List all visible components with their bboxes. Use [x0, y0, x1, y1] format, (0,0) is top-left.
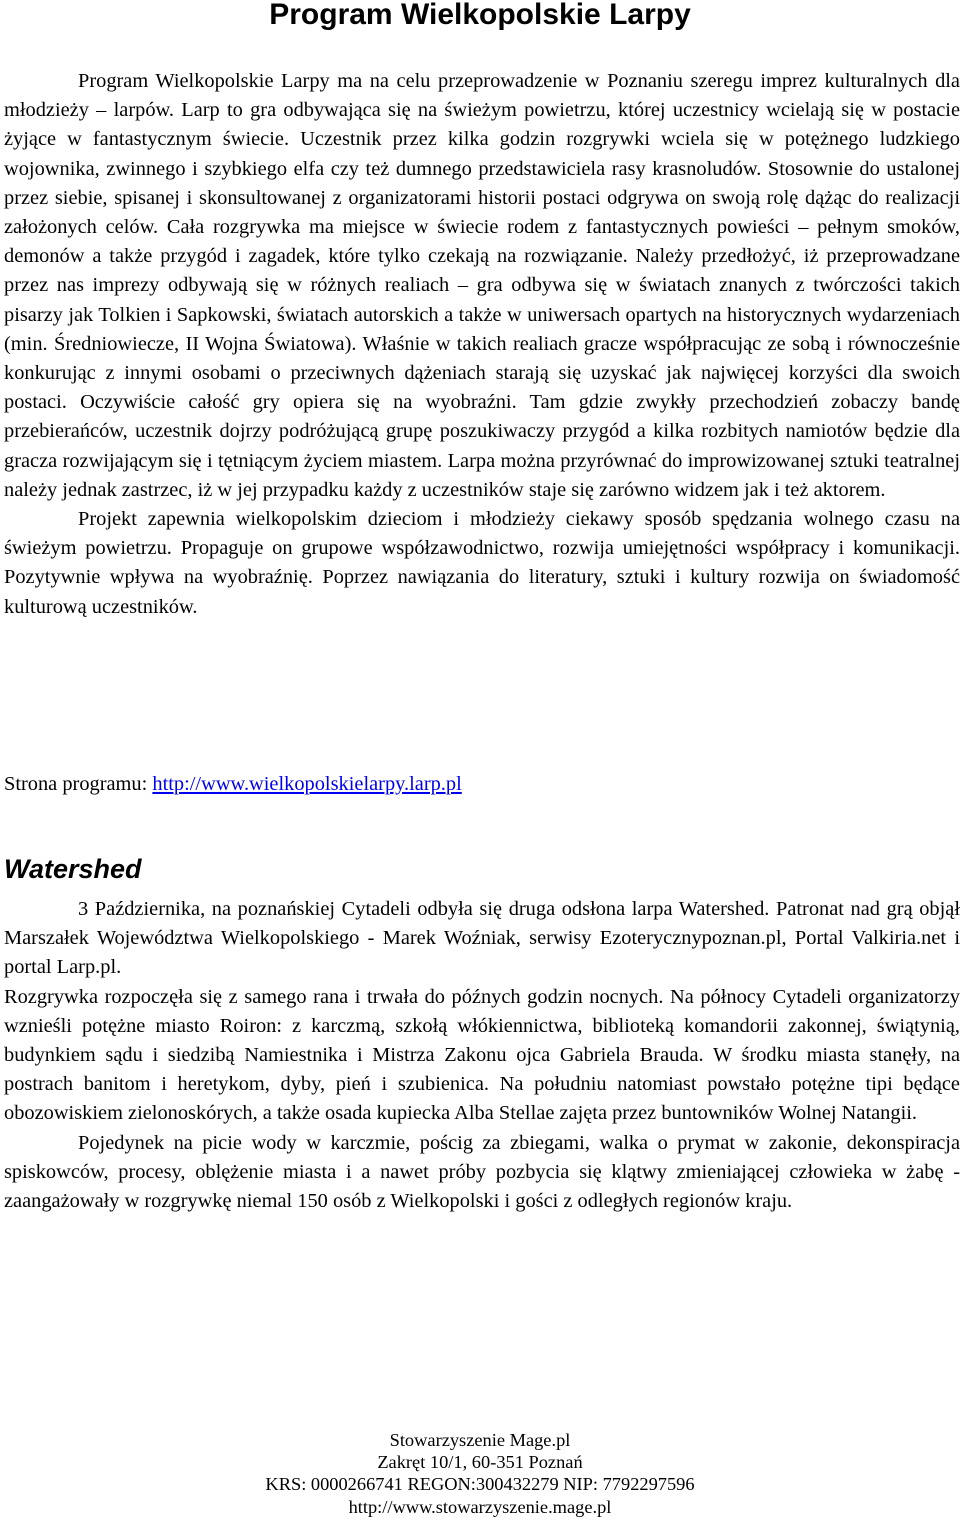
watershed-paragraph-2: Rozgrywka rozpoczęła się z samego rana i trwała do późnych godzin nocnych. Na północy Cytadeli organizatorzy wznieśli potężne miasto Roiron: z karczmą, szkołą włókiennictwa, biblioteką komandorii zakonnej, świątynią, budynkiem sądu i siedzibą Namiestnika i Mistrza Zakonu ojca Gabriela Brauda. W środku miasta stanęły, na postrach banitom i heretykom, dyby, pień i szubienica. Na południu natomiast powstało potężne tipi będące obozowiskiem zielonoskórych, a także osada kupiecka Alba Stellae zajęta przez buntowników Wolnej Natangii.: [4, 985, 960, 1125]
footer-address: Zakręt 10/1, 60-351 Poznań: [377, 1452, 583, 1473]
program-paragraph-1: Program Wielkopolskie Larpy ma na celu przeprowadzenie w Poznaniu szeregu imprez kulturalnych dla młodzieży – larpów. Larp to gra odbywająca się na świeżym powietrzu, której uczestnicy wcielają się w postacie żyjące w fantastycznym świecie. Uczestnik przez kilka godzin rozgrywki wciela się w potężnego ludzkiego wojownika, zwinnego i szybkiego elfa czy też dumnego przedstawiciela rasy krasnoludów. Stosownie do ustalonej przez siebie, spisanej i skonsultowanej z organizatorami historii postaci odgrywa on swoją rolę dążąc do realizacji założonych celów. Cała rozgrywka ma miejsce w świecie rodem z fantastycznych powieści – pełnym smoków, demonów a także przygód i zagadek, które tylko czekają na rozwiązanie. Należy przedłożyć, iż przeprowadzane przez nas imprezy odbywają się w różnych realiach – gra odbywa się w światach znanych z twórczości takich pisarzy jak Tolkien i Sapkowski, światach autorskich a także w uniwersach opartych na historycznych wydarzeniach (min. Średniowiecze, II Wojna Światowa). Właśnie w takich realiach gracze współpracując ze sobą i równocześnie konkurując z innymi osobami o przeciwnych dążeniach starają się uzyskać jak najwięcej korzyści dla swoich postaci. Oczywiście całość gry opiera się na wyobraźni. Tam gdzie zwykły przechodzień zobaczy bandę przebierańców, uczestnik dojrzy podróżującą grupę poszukiwaczy przygód a kilka rozbitych namiotów będzie dla gracza rozwijającym się i tętniącym życiem miastem. Larpa można przyrównać do improwizowanej sztuki teatralnej należy jednak zastrzec, iż w jej przypadku każdy z uczestników staje się zarówno widzem jak i też aktorem.: [4, 70, 960, 501]
program-website-label: Strona programu:: [4, 773, 153, 795]
footer-website: http://www.stowarzyszenie.mage.pl: [348, 1496, 612, 1517]
footer-org-name: Stowarzyszenie Mage.pl: [389, 1430, 571, 1450]
program-paragraph-2: Projekt zapewnia wielkopolskim dzieciom i młodzieży ciekawy sposób spędzania wolnego czasu na świeżym powietrzu. Propaguje on grupowe współzawodnictwo, rozwija umiejętności współpracy i komunikacji. Pozytywnie wpływa na wyobraźnię. Poprzez nawiązania do literatury, sztuki i kultury rozwija on świadomość kulturową uczestników.: [4, 508, 960, 618]
page-title: Program Wielkopolskie Larpy: [269, 0, 691, 31]
footer-registry-numbers: KRS: 0000266741 REGON:300432279 NIP: 7792297596: [265, 1474, 695, 1495]
footer: [0, 1429, 960, 1518]
program-website-line: [4, 770, 960, 799]
watershed-paragraph-3: Pojedynek na picie wody w karczmie, pościg za zbiegami, walka o prymat w zakonie, dekonspiracja spiskowców, procesy, oblężenie miasta i a nawet próby pozbycia się klątwy zmieniającej człowieka w żabę - zaangażowały w rozgrywkę niemal 150 osób z Wielkopolski i gości z odległych regionów kraju.: [4, 1131, 960, 1213]
section-heading-watershed: Watershed: [4, 854, 142, 884]
watershed-paragraph-1: 3 Października, na poznańskiej Cytadeli odbyła się druga odsłona larpa Watershed. Patronat nad grą objął Marszałek Województwa Wielkopolskiego - Marek Woźniak, serwisy Ezoterycznypoznan.pl, Portal Valkiria.net i portal Larp.pl.: [4, 898, 960, 979]
program-description: [4, 67, 960, 622]
watershed-article: [4, 895, 960, 1216]
program-website-link[interactable]: http://www.wielkopolskielarpy.larp.pl: [152, 773, 462, 795]
